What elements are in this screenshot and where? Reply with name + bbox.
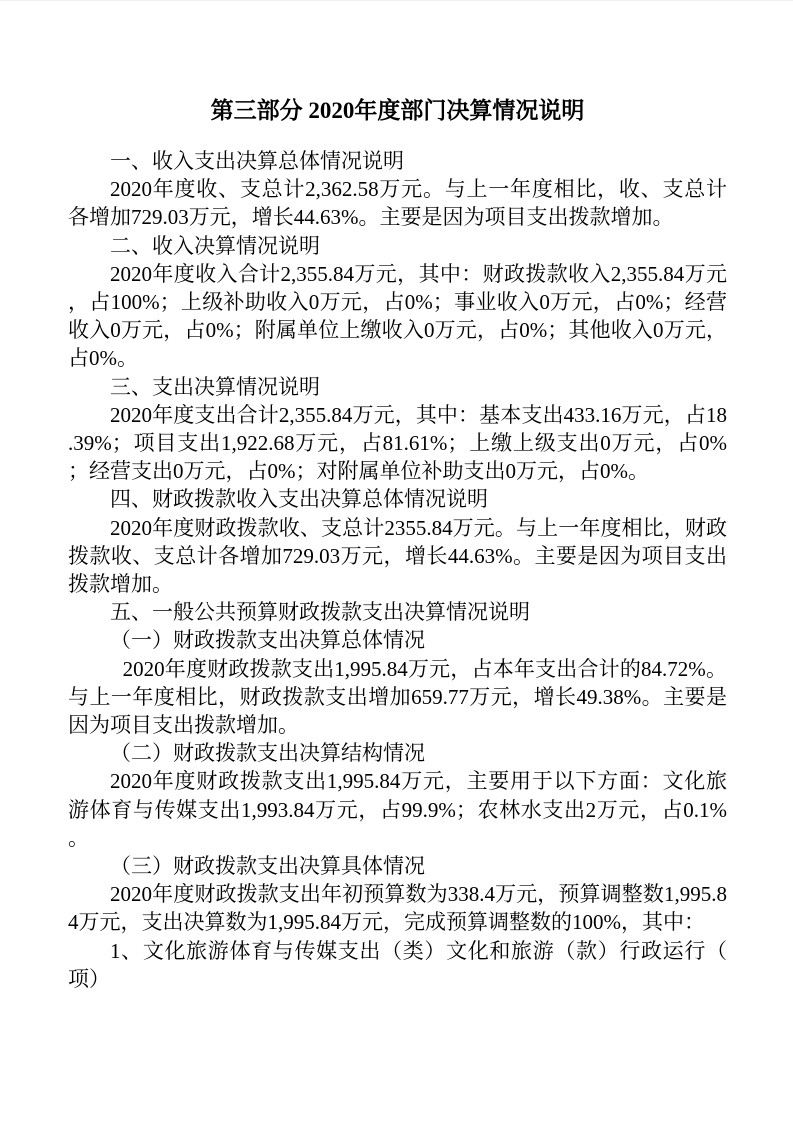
paragraph: 一、收入支出决算总体情况说明: [110, 149, 404, 173]
paragraph: 2020年度财政拨款支出1,995.84万元，占本年支出合计的84.72%。与上一年度相比，财政拨款支出增加659.77万元，增长49.38%。主要是因为项目支出拨款增加。: [68, 656, 727, 738]
paragraph: 五、一般公共预算财政拨款支出决算情况说明: [110, 600, 530, 625]
paragraph: 二、收入决算情况说明: [110, 233, 320, 258]
paragraph: 2020年度财政拨款支出年初预算数为338.4万元，预算调整数1,995.84万元，支出决算数为1,995.84万元，完成预算调整数的100%，其中：: [68, 882, 727, 935]
paragraph: 三、支出决算情况说明: [110, 374, 320, 399]
paragraph: 2020年度收、支总计2,362.58万元。与上一年度相比，收、支总计各增加729.03万元，增长44.63%。主要是因为项目支出拨款增加。: [68, 177, 727, 230]
document-body: [68, 147, 727, 993]
paragraph: 2020年度财政拨款支出1,995.84万元，主要用于以下方面：文化旅游体育与传媒支出1,993.84万元，占99.9%；农林水支出2万元，占0.1%。: [68, 769, 727, 850]
paragraph: 2020年度收入合计2,355.84万元，其中：财政拨款收入2,355.84万元，占100%；上级补助收入0万元，占0%；事业收入0万元，占0%；经营收入0万元，占0%；附属单位上缴收入0万元，占0%；其他收入0万元，占0%。: [68, 261, 727, 371]
paragraph: 2020年度支出合计2,355.84万元，其中：基本支出433.16万元，占18.39%；项目支出1,922.68万元，占81.61%；上缴上级支出0万元，占0%；经营支出0万元，占0%；对附属单位补助支出0万元，占0%。: [68, 402, 727, 484]
paragraph: （二）财政拨款支出决算结构情况: [110, 741, 425, 766]
paragraph: 1、文化旅游体育与传媒支出（类）文化和旅游（款）行政运行（项）: [68, 938, 727, 991]
document-title: 第三部分 2020年度部门决算情况说明: [210, 98, 585, 123]
paragraph: 四、财政拨款收入支出决算总体情况说明: [110, 487, 488, 512]
paragraph: （一）财政拨款支出决算总体情况: [110, 628, 425, 653]
paragraph: 2020年度财政拨款收、支总计2355.84万元。与上一年度相比，财政拨款收、支总计各增加729.03万元，增长44.63%。主要是因为项目支出拨款增加。: [68, 515, 727, 597]
paragraph: （三）财政拨款支出决算具体情况: [110, 854, 425, 879]
